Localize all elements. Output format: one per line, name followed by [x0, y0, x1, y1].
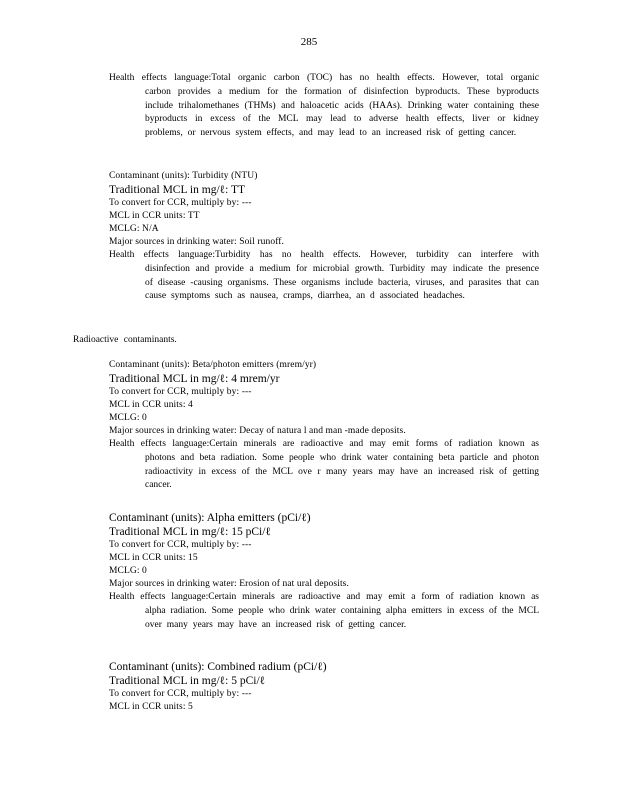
radium-contaminant: Contaminant (units): Combined radium (pCi/ℓ) [109, 661, 327, 673]
beta-block [109, 359, 539, 493]
radium-block [109, 660, 539, 714]
turbidity-sources: Major sources in drinking water: Soil runoff. [109, 237, 285, 247]
section-heading-radioactive: Radioactive contaminants. [73, 335, 177, 345]
alpha-block [109, 511, 539, 632]
alpha-health-effects: Health effects language:Certain minerals are radioactive and may emit a form of radiation known as alpha radiation. Some people who drink water containing alpha emitters in excess of the MCL over many years may have an increased risk of getting cancer. [109, 592, 539, 630]
turbidity-convert: To convert for CCR, multiply by: --- [109, 198, 252, 208]
alpha-contaminant: Contaminant (units): Alpha emitters (pCi/ℓ) [109, 512, 311, 524]
turbidity-mclg: MCLG: N/A [109, 224, 159, 234]
alpha-sources: Major sources in drinking water: Erosion of nat ural deposits. [109, 579, 349, 589]
page-number: 285 [300, 36, 318, 48]
beta-contaminant: Contaminant (units): Beta/photon emitters (mrem/yr) [109, 360, 317, 370]
radium-mcl-ccr: MCL in CCR units: 5 [109, 702, 193, 712]
alpha-traditional-mcl: Traditional MCL in mg/ℓ: 15 pCi/ℓ [109, 526, 271, 538]
beta-health-effects: Health effects language:Certain minerals are radioactive and may emit forms of radiation known as photons and beta radiation. Some people who drink water containing beta particle and photon radioactivity in excess of the MCL ove r many years may have an increased risk of getting cancer. [109, 439, 539, 491]
toc-health-effects-block [109, 72, 539, 141]
turbidity-contaminant: Contaminant (units): Turbidity (NTU) [109, 171, 258, 181]
alpha-mclg: MCLG: 0 [109, 566, 147, 576]
beta-mcl-ccr: MCL in CCR units: 4 [109, 400, 193, 410]
radium-convert: To convert for CCR, multiply by: --- [109, 689, 252, 699]
turbidity-block [109, 170, 539, 304]
alpha-mcl-ccr: MCL in CCR units: 15 [109, 553, 198, 563]
radium-traditional-mcl: Traditional MCL in mg/ℓ: 5 pCi/ℓ [109, 675, 266, 687]
alpha-convert: To convert for CCR, multiply by: --- [109, 540, 252, 550]
turbidity-traditional-mcl: Traditional MCL in mg/ℓ: TT [109, 184, 246, 196]
beta-traditional-mcl: Traditional MCL in mg/ℓ: 4 mrem/yr [109, 373, 280, 385]
toc-health-effects: Health effects language:Total organic carbon (TOC) has no health effects. However, total organic carbon provides a medium for the formation of disinfection byproducts. These byproducts include trihalomethanes (THMs) and haloacetic acids (HAAs). Drinking water containing these byproducts in excess of the MCL may lead to adverse health effects, liver or kidney problems, or nervous system effects, and may lead to an increased risk of getting cancer. [109, 73, 539, 139]
beta-sources: Major sources in drinking water: Decay of natura l and man -made deposits. [109, 426, 406, 436]
turbidity-health-effects: Health effects language:Turbidity has no health effects. However, turbidity can interfere with disinfection and provide a medium for microbial growth. Turbidity may indicate the presence of disease -causing organisms. These organisms include bacteria, viruses, and parasites that can cause symptoms such as nausea, cramps, diarrhea, an d associated headaches. [109, 250, 539, 302]
beta-mclg: MCLG: 0 [109, 413, 147, 423]
beta-convert: To convert for CCR, multiply by: --- [109, 387, 252, 397]
turbidity-mcl-ccr: MCL in CCR units: TT [109, 211, 200, 221]
